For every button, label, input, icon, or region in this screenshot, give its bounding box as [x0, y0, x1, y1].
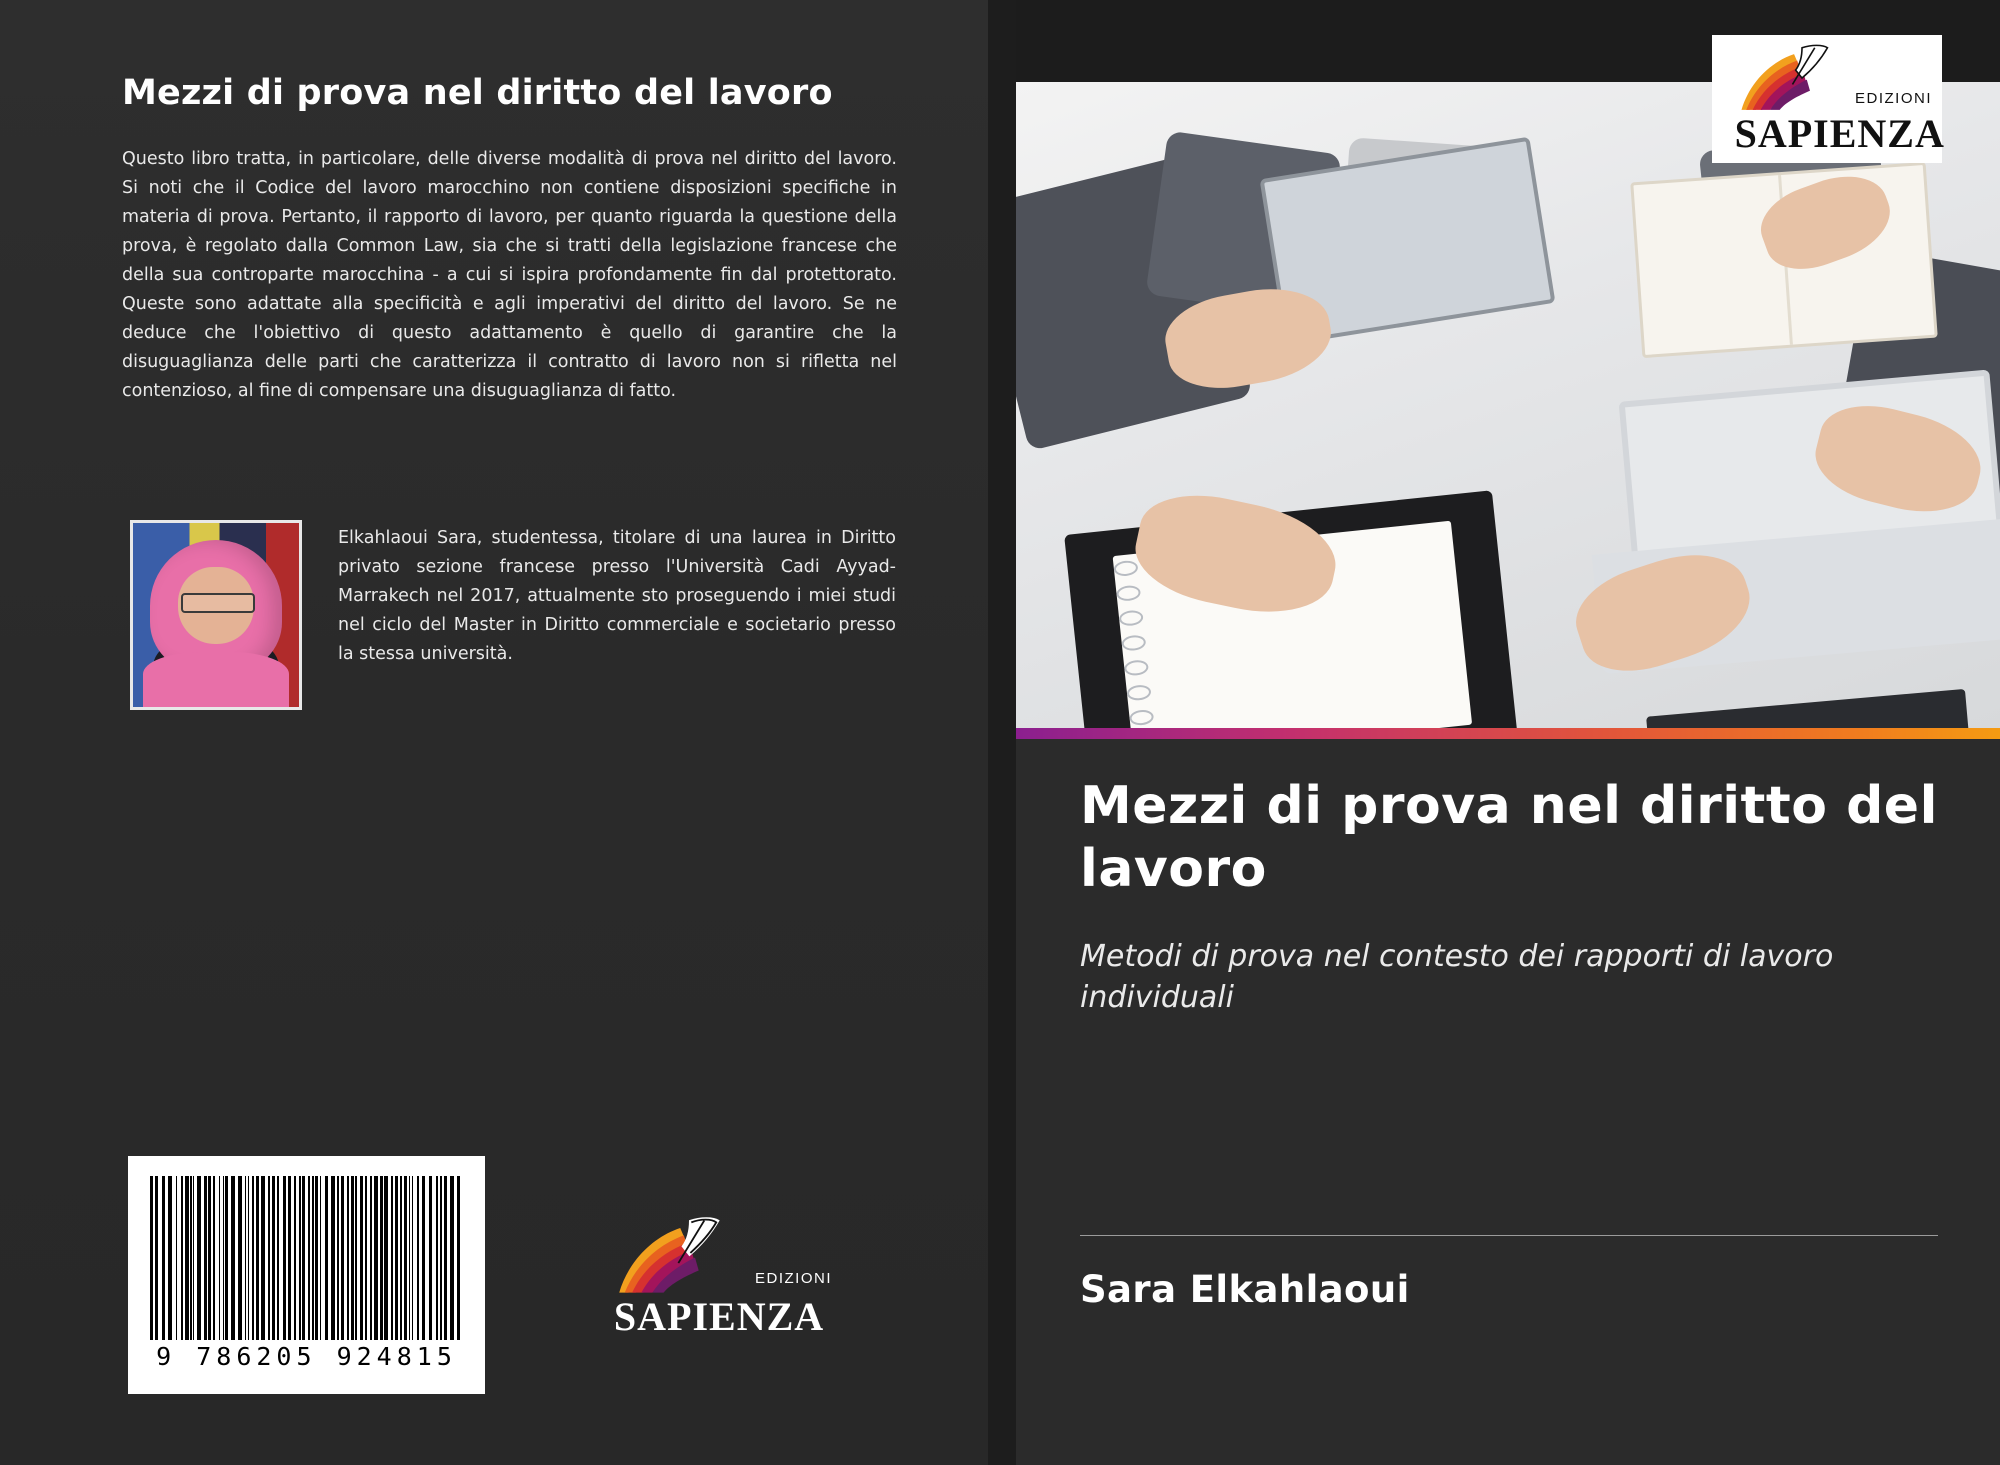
- front-cover-title: Mezzi di prova nel diritto del lavoro: [1080, 776, 1938, 900]
- photo-shawl: [143, 652, 289, 707]
- desk-surface: [1016, 82, 2000, 728]
- book-spine: [988, 0, 1016, 1465]
- sapienza-fan-icon: [600, 1215, 735, 1298]
- publisher-logo-edizioni: EDIZIONI: [754, 1269, 832, 1287]
- divider: [1080, 1235, 1938, 1236]
- front-cover-subtitle: Metodi di prova nel contesto dei rapporti di lavoro individuali: [1080, 938, 1834, 1016]
- barcode: [128, 1156, 485, 1394]
- publisher-logo-name: SAPIENZA: [1734, 111, 1945, 157]
- publisher-logo: [600, 1215, 832, 1345]
- back-cover: [0, 0, 988, 1465]
- front-cover: [1016, 0, 2000, 1465]
- author-photo: [130, 520, 302, 710]
- back-cover-text-block: [122, 70, 897, 406]
- laptop-keyboard: [1646, 689, 1972, 728]
- publisher-logo-back: [600, 1215, 832, 1345]
- barcode-number: 9 786205 924815: [156, 1342, 457, 1371]
- front-text-block: [1080, 775, 1940, 1019]
- publisher-logo-name: SAPIENZA: [613, 1294, 825, 1339]
- back-cover-title: Mezzi di prova nel diritto del lavoro: [122, 73, 833, 113]
- accent-gradient-bar: [1016, 728, 2000, 739]
- publisher-logo-edizioni: EDIZIONI: [1854, 90, 1932, 108]
- back-cover-blurb: Questo libro tratta, in particolare, delle diverse modalità di prova nel diritto del lavoro. Si noti che il Codice del lavoro marocchino non contiene disposizioni specifiche in materia di prova. Pertanto, il rapporto di lavoro, per quanto riguarda la questione della prova, è regolato dalla Common Law, sia che si tratti della legislazione francese che della sua controparte marocchina - a cui si ispira profondamente fin dal protettorato. Queste sono adattate alla specificità e agli imperativi del diritto del lavoro. Se ne deduce che l'obiettivo di questo adattamento è quello di garantire che la disuguaglianza delle parti che caratterizza il contratto di lavoro non si rifletta nel contenzioso, al fine di compensare una disuguaglianza di fatto.: [122, 148, 897, 401]
- publisher-logo: [1722, 43, 1945, 157]
- sapienza-fan-icon: [1722, 43, 1844, 115]
- barcode-bars: [150, 1176, 463, 1340]
- glasses-icon: [181, 593, 255, 614]
- front-cover-author: Sara Elkahlaoui: [1080, 1268, 1410, 1311]
- publisher-logo-front: [1712, 35, 1945, 163]
- author-biography: Elkahlaoui Sara, studentessa, titolare di una laurea in Diritto privato sezione francese presso l'Università Cadi Ayyad-Marrakech nel 2017, attualmente sto proseguendo i miei studi nel ciclo del Master in Diritto commerciale e societario presso la stessa università.: [338, 528, 896, 665]
